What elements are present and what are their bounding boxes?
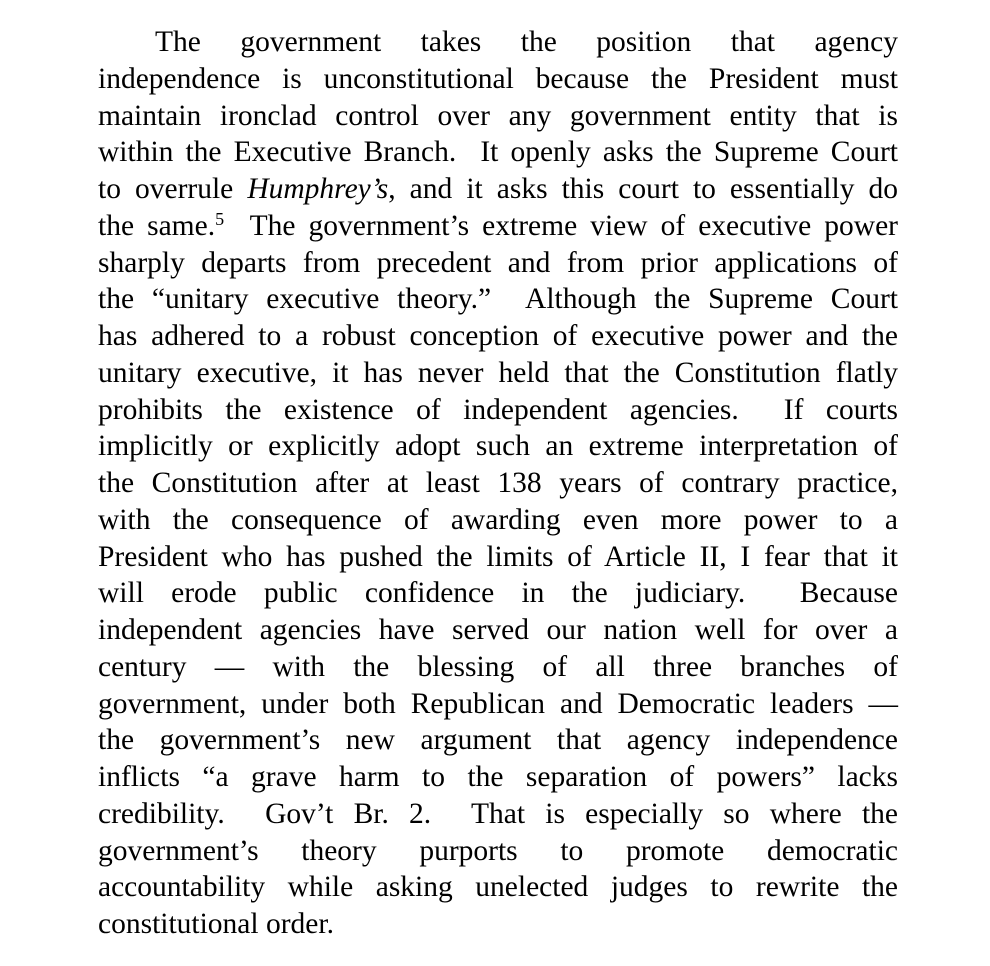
- text-run: the Constitution after at least 138 years of contrary practice,: [98, 467, 898, 499]
- text-line: [98, 649, 898, 686]
- case-name: Humphrey’s: [247, 173, 389, 205]
- text-line: [98, 134, 898, 171]
- text-run: maintain ironclad control over any government entity that is: [98, 99, 898, 132]
- text-run: will erode public confidence in the judiciary. Because: [98, 577, 898, 610]
- text-line: [98, 171, 898, 208]
- text-run: constitutional order.: [98, 908, 334, 940]
- text-run: has adhered to a robust conception of executive power and the: [98, 320, 898, 352]
- text-line: [98, 502, 898, 539]
- footnote-marker: 5: [215, 208, 225, 229]
- text-run: credibility. Gov’t Br. 2. That is especially so where the: [98, 797, 898, 830]
- text-run: within the Executive Branch. It openly asks the Supreme Court: [98, 136, 898, 169]
- text-run: to overrule: [98, 173, 248, 205]
- text-line: [98, 906, 898, 943]
- text-line: [98, 833, 898, 870]
- text-line: [98, 759, 898, 796]
- text-run: The government takes the position that agency: [155, 26, 898, 58]
- text-run: accountability while asking unelected judges to rewrite the: [98, 871, 898, 904]
- text-run: government’s theory purports to promote democratic: [98, 834, 898, 867]
- text-run: unitary executive, it has never held that the Constitution flatly: [98, 356, 898, 389]
- text-run: independence is unconstitutional because the President must: [98, 62, 898, 95]
- text-line: [98, 428, 898, 465]
- text-run: with the consequence of awarding even more power to a: [98, 503, 898, 536]
- text-run: inflicts “a grave harm to the separation of powers” lacks: [98, 761, 898, 793]
- text-line: [98, 465, 898, 502]
- text-line: [98, 24, 898, 61]
- text-line: [98, 612, 898, 649]
- text-line: [98, 61, 898, 98]
- text-line: [98, 392, 898, 429]
- text-run: the government’s new argument that agency independence: [98, 724, 898, 757]
- text-line: [98, 98, 898, 135]
- text-run: President who has pushed the limits of Article II, I fear that it: [98, 540, 898, 573]
- text-line: [98, 869, 898, 906]
- text-run: implicitly or explicitly adopt such an extreme interpretation of: [98, 430, 898, 463]
- text-run: The government’s extreme view of executive power: [224, 209, 898, 242]
- text-line: [98, 575, 898, 612]
- text-run: sharply departs from precedent and from prior applications of: [98, 246, 898, 279]
- text-line: [98, 355, 898, 392]
- text-run: century — with the blessing of all three branches of: [98, 650, 898, 683]
- text-run: , and it asks this court to essentially do: [388, 173, 898, 205]
- body-paragraph: [98, 24, 898, 943]
- text-line: [98, 281, 898, 318]
- text-line: [98, 722, 898, 759]
- text-line: [98, 245, 898, 282]
- text-line: [98, 539, 898, 576]
- text-line: [98, 796, 898, 833]
- text-run: government, under both Republican and Democratic leaders —: [98, 687, 898, 720]
- text-line: [98, 208, 898, 245]
- text-line: [98, 318, 898, 355]
- text-line: [98, 686, 898, 723]
- text-run: independent agencies have served our nation well for over a: [98, 614, 898, 646]
- text-run: prohibits the existence of independent agencies. If courts: [98, 393, 898, 426]
- text-run: the same.: [98, 209, 216, 242]
- text-run: the “unitary executive theory.” Although the Supreme Court: [98, 283, 898, 316]
